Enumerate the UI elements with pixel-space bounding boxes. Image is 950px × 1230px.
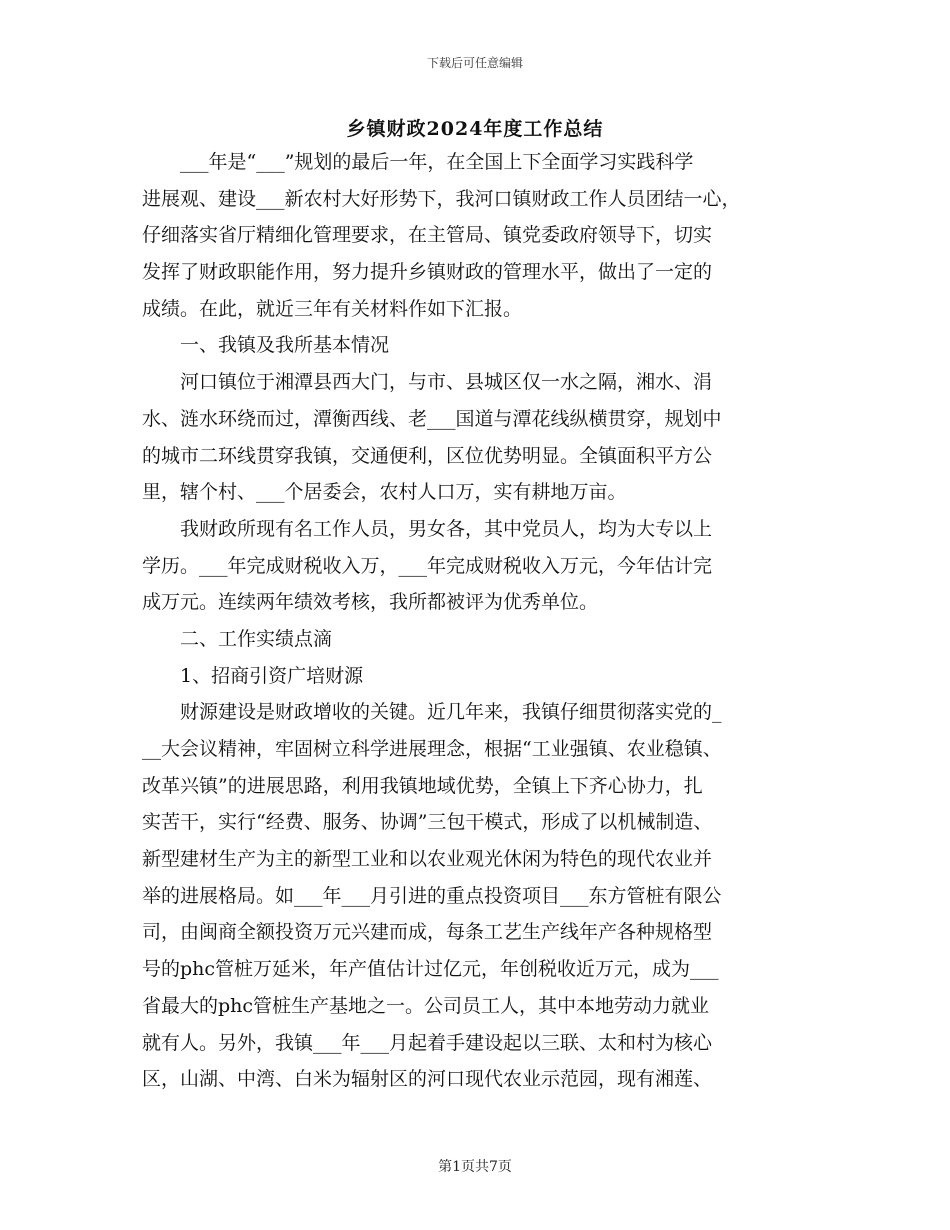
body-line: 的城市二环线贯穿我镇，交通便利，区位优势明显。全镇面积平方公	[142, 444, 713, 467]
body-line: 省最大的phc管桩生产基地之一。公司员工人，其中本地劳动力就业	[142, 994, 710, 1017]
body-line: 举的进展格局。如___年___月引进的重点投资项目___东方管桩有限公	[142, 884, 722, 907]
body-line: 区，山湖、中湾、白米为辐射区的河口现代农业示范园，现有湘莲、	[142, 1068, 713, 1091]
body-line: 成万元。连续两年绩效考核，我所都被评为优秀单位。	[142, 591, 599, 614]
body-line: 号的phc管桩万延米，年产值估计过亿元，年创税收近万元，成为___	[142, 958, 719, 981]
document-body	[142, 144, 814, 1098]
body-line: 改革兴镇”的进展思路，利用我镇地域优势，全镇上下齐心协力，扎	[142, 774, 703, 797]
subsection-heading: 1、招商引资广培财源	[142, 664, 364, 687]
body-line: 进展观、建设___新农村大好形势下，我河口镇财政工作人员团结一心，	[142, 187, 741, 210]
document-title: 乡镇财政2024年度工作总结	[346, 118, 604, 140]
body-line: 成绩。在此，就近三年有关材料作如下汇报。	[142, 297, 523, 320]
body-line: 新型建材生产为主的新型工业和以农业观光休闲为特色的现代农业并	[142, 848, 713, 871]
body-line: 实苦干，实行“经费、服务、协调”三包干模式，形成了以机械制造、	[142, 811, 713, 834]
body-line: __大会议精神，牢固树立科学进展理念，根据“工业强镇、农业稳镇、	[142, 738, 722, 760]
section-heading: 二、工作实绩点滴	[142, 627, 333, 650]
header-note: 下载后可任意编辑	[426, 56, 523, 70]
body-line: 水、涟水环绕而过，潭衡西线、老___国道与潭花线纵横贯穿，规划中	[142, 407, 722, 430]
body-line: 河口镇位于湘潭县西大门，与市、县城区仅一水之隔，湘水、涓	[142, 371, 713, 394]
body-line: 我财政所现有名工作人员，男女各，其中党员人，均为大专以上	[142, 517, 713, 540]
page-number: 第1页共7页	[438, 1159, 512, 1175]
section-heading: 一、我镇及我所基本情况	[142, 334, 390, 357]
body-line: 财源建设是财政增收的关键。近几年来，我镇仔细贯彻落实党的_	[142, 701, 722, 724]
body-line: 里，辖个村、___个居委会，农村人口万，实有耕地万亩。	[142, 481, 627, 504]
body-line: 司，由闽商全额投资万元兴建而成，每条工艺生产线年产各种规格型	[142, 921, 713, 944]
body-line: 发挥了财政职能作用，努力提升乡镇财政的管理水平，做出了一定的	[142, 261, 713, 284]
body-line: ___年是“___”规划的最后一年，在全国上下全面学习实践科学	[142, 151, 694, 173]
body-line: 学历。___年完成财税收入万，___年完成财税收入万元，今年估计完	[142, 554, 713, 577]
body-line: 就有人。另外，我镇___年___月起着手建设起以三联、太和村为核心	[142, 1031, 713, 1054]
body-line: 仔细落实省厅精细化管理要求，在主管局、镇党委政府领导下，切实	[142, 224, 713, 247]
